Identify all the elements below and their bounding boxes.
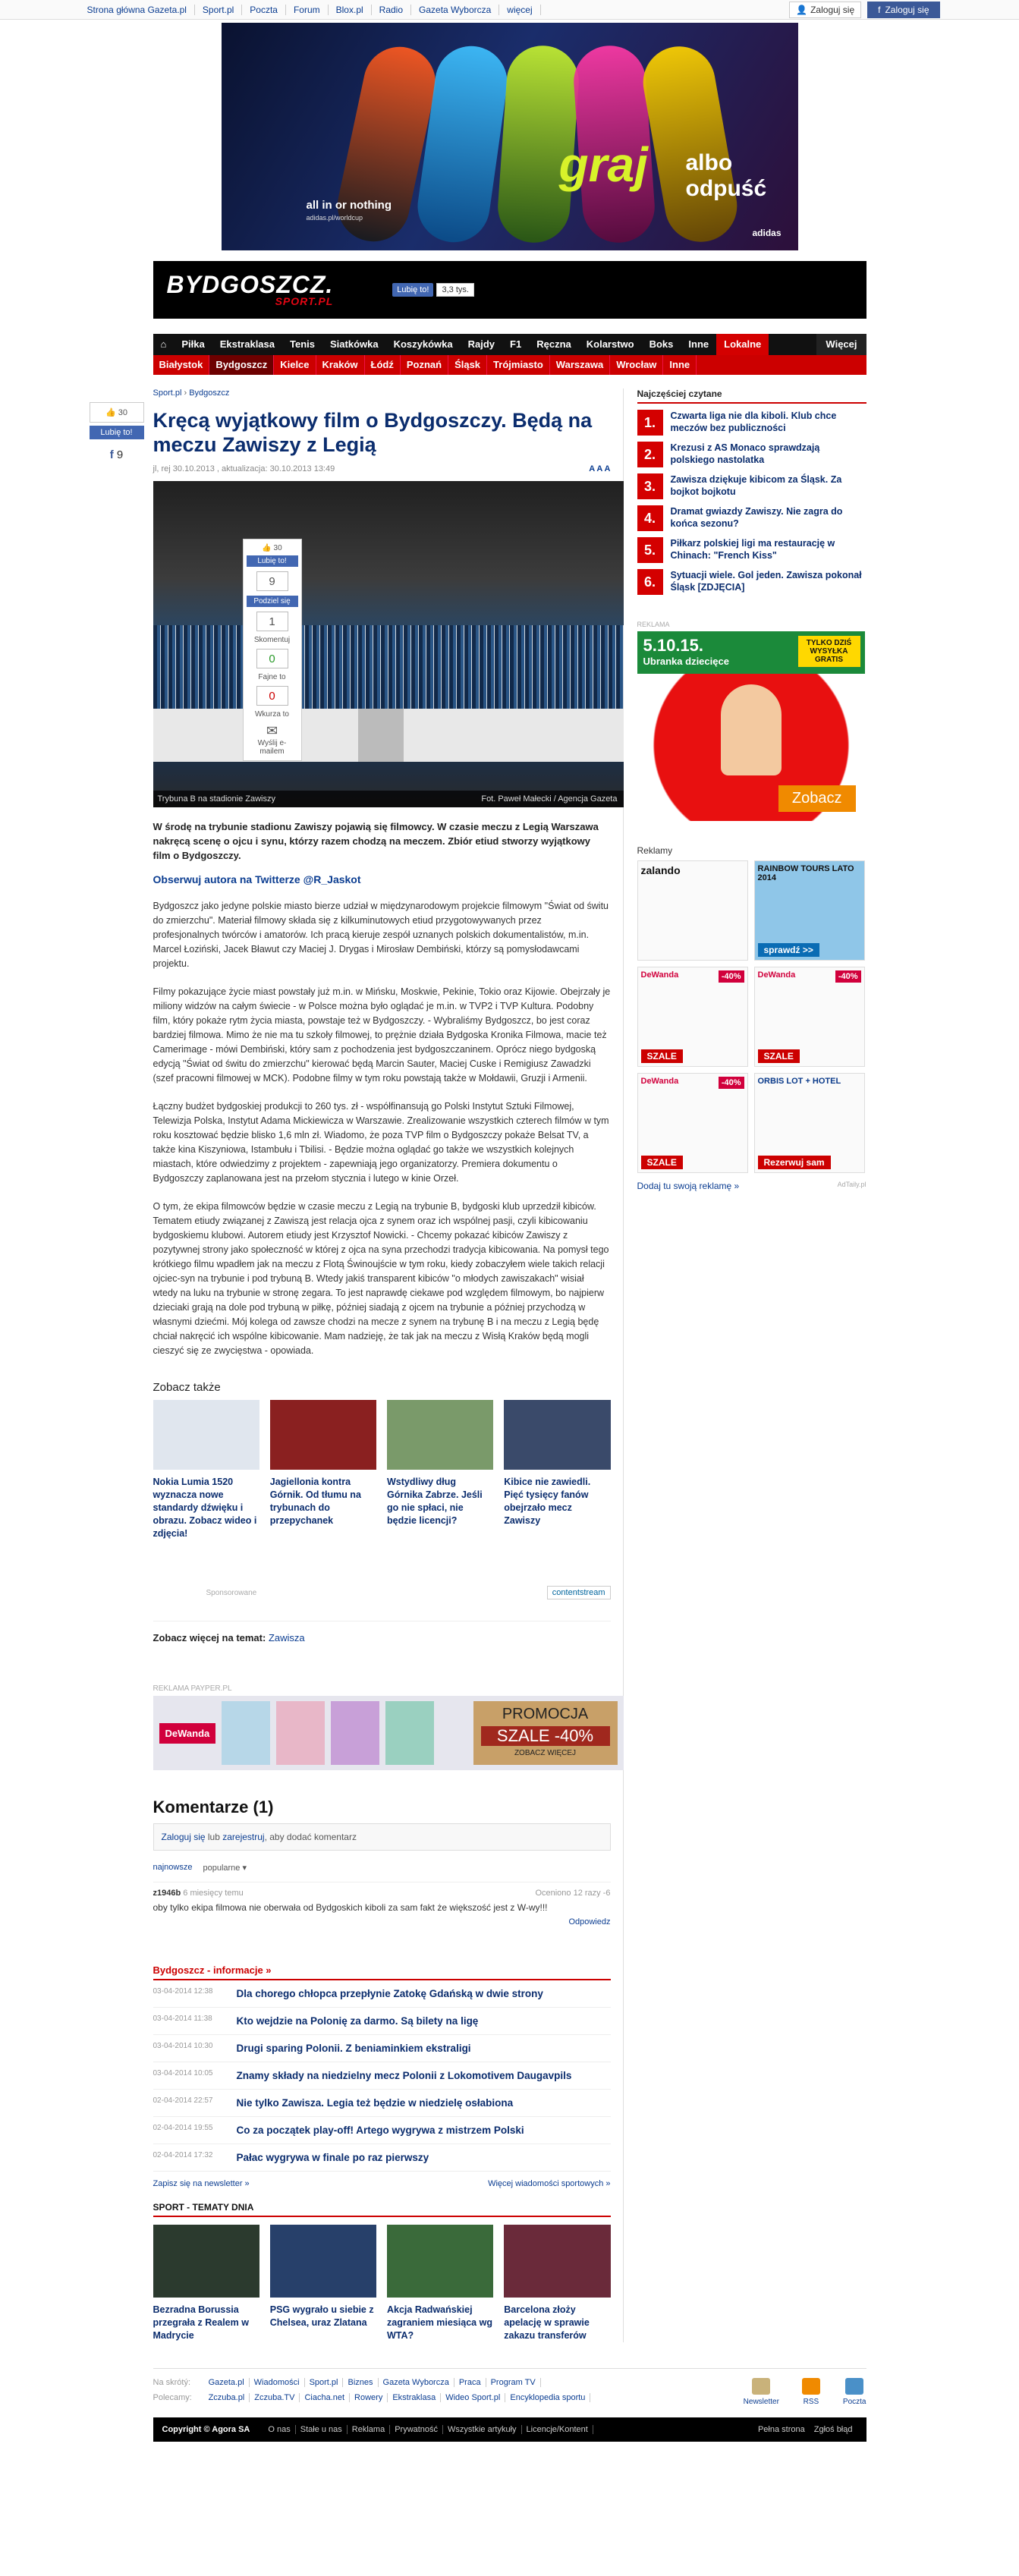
facebook-like-count: 3,3 tys.: [436, 283, 473, 297]
footer-bottom-link[interactable]: Reklama: [348, 2425, 390, 2434]
mail-label: Wyślij e-mailem: [257, 739, 287, 756]
portal-link[interactable]: Blox.pl: [329, 5, 372, 15]
like-counter[interactable]: 👍 30: [90, 402, 144, 423]
local-news-title[interactable]: Bydgoszcz - informacje »: [153, 1964, 611, 1980]
comment-login-box: Zaloguj się lub zarejestruj, aby dodać komentarz: [153, 1823, 611, 1851]
sport-topic-item[interactable]: Akcja Radwańskiej zagraniem miesiąca wg WTA?: [387, 2225, 493, 2342]
report-error-link[interactable]: Zgłoś błąd: [813, 2425, 853, 2434]
nav-item[interactable]: Inne: [688, 338, 709, 350]
sponsored-row: [153, 1586, 611, 1599]
nav-item[interactable]: Siatkówka: [330, 338, 379, 350]
scarf-image: [331, 1701, 379, 1765]
facebook-like-box: [392, 283, 474, 297]
article-lead: W środę na trybunie stadionu Zawiszy pojawią się filmowcy. W czasie meczu z Legią Warszawa nakręcą scenę o ojcu i synu, którzy razem chodzą na meczem. Zbiór etiud stworzy wyjątkowy film o Bydgoszczy.: [153, 821, 599, 861]
mail-icon[interactable]: Poczta: [843, 2378, 866, 2408]
portal-link[interactable]: Radio: [372, 5, 411, 15]
facebook-like-button[interactable]: Lubię to!: [392, 283, 433, 297]
see-also-list: [153, 1400, 611, 1540]
promo-box: PROMOCJA SZALE -40% ZOBACZ WIĘCEJ: [473, 1701, 618, 1765]
local-nav-item[interactable]: Kraków: [316, 355, 365, 375]
scarf-image: [276, 1701, 325, 1765]
footer-link[interactable]: Encyklopedia sportu: [510, 2393, 590, 2402]
paragraph: Bydgoszcz jako jedyne polskie miasto bierze udział w międzynarodowym projekcie filmowym "Świat od świtu do zmierzchu". Materiał filmowy składa się z kilkuminutowych etiud przygotowywanych przez profesjonalnych twórców i amatorów. Ich pracą kieruje zespół uznanych polskich dokumentalistów, m.in. Marcel Łoziński, Jacek Bławut czy Maciej J. Drygas i Mirosław Dembiński, którzy są pomysłodawcami projektu.: [153, 901, 609, 969]
sport-topic-item[interactable]: Bezradna Borussia przegrała z Realem w Madrycie: [153, 2225, 259, 2342]
most-read-list: [637, 410, 866, 595]
portal-link[interactable]: Poczta: [242, 5, 286, 15]
site-header: [153, 261, 866, 319]
most-read-item[interactable]: 2. Krezusi z AS Monaco sprawdzają polskiego nastolatka: [637, 442, 866, 467]
site-logo[interactable]: BYDGOSZCZ. SPORT.PL: [166, 271, 334, 307]
local-nav-item[interactable]: Trójmiasto: [487, 355, 550, 375]
most-read-item[interactable]: 5. Piłkarz polskiej ligi ma restaurację w Chinach: "French Kiss": [637, 537, 866, 563]
adidas-banner[interactable]: [222, 23, 798, 250]
sort-popular[interactable]: popularne ▾: [203, 1864, 247, 1873]
like-counter[interactable]: 👍 30: [262, 544, 282, 552]
adidas-logo: adidas: [752, 228, 782, 238]
footer-bottom-link[interactable]: Prywatność: [390, 2425, 443, 2434]
more-sport-link[interactable]: Więcej wiadomości sportowych »: [488, 2179, 611, 2188]
banner-headline-2: albo odpuść: [685, 150, 767, 201]
fajne-counter[interactable]: 0: [256, 649, 288, 668]
ad-cell[interactable]: DeWanda -40% SZALE: [637, 967, 748, 1067]
portal-link[interactable]: Gazeta Wyborcza: [411, 5, 499, 15]
tag-link[interactable]: Zawisza: [268, 1632, 305, 1643]
portal-link[interactable]: Sport.pl: [195, 5, 242, 15]
nav-item[interactable]: Boks: [649, 338, 674, 350]
see-also-item[interactable]: Wstydliwy dług Górnika Zabrze. Jeśli go nie spłaci, nie będzie licencji?: [387, 1400, 493, 1540]
sport-topics: [153, 2202, 611, 2342]
sport-topics-title: SPORT - TEMATY DNIA: [153, 2202, 611, 2217]
footer-links: Na skrótý: Gazeta.pl Wiadomości Sport.pl Biznes Gazeta Wyborcza Praca Program TV Polecamy: Zczuba.pl Zczuba.TV Ciacha.net Rowery Ekstraklasa Wideo Sport.pl Encyklopedia sportu Newsletter RSS Poczta: [153, 2368, 866, 2408]
news-item[interactable]: 02-04-2014 17:32 Pałac wygrywa w finale po raz pierwszy: [153, 2144, 611, 2172]
footer-link[interactable]: Praca: [459, 2378, 486, 2387]
footer-link[interactable]: Sport.pl: [310, 2378, 344, 2387]
nav-item[interactable]: Kolarstwo: [586, 338, 634, 350]
full-page-link[interactable]: Pełna strona: [757, 2425, 805, 2434]
contentstream-logo[interactable]: contentstream: [547, 1586, 611, 1599]
paragraph: Filmy pokazujące życie miast powstały już m.in. w Mińsku, Moskwie, Pekinie, Tokio oraz Kijowie. Obejrzały je miliony widzów na całym świecie - w Polsce można było oglądać je m.in. w TVP2 i TVP Kultura. Podobny film, który pokaże rytm życia miasta, powstaje też w Bydgoszczy. - Wybraliśmy Bydgoszcz, bo jest coraz bardziej filmowa. Mimo że nie ma tu szkoły filmowej, to prężnie działa Bydgoska Kronika Filmowa, macie też Camerimage - mówi Dembiński, który sam z pochodzenia jest bydgoszczaninem. Oprócz niego bydgoską edycją "Świat od świtu do zmierzchu" kierować będą Marcin Sauter, Maciej Cuske i Remigiusz Zawadzki (szef pracowni filmowej w MCK). Podobne filmy w tym roku powstają także w Mołdawii, Gruzji i Armenii.: [153, 986, 611, 1084]
login-button[interactable]: 👤 Zaloguj się: [789, 2, 861, 18]
scarf-image: [222, 1701, 270, 1765]
footer-link[interactable]: Zczuba.pl: [209, 2393, 250, 2402]
portal-link-more[interactable]: więcej: [499, 5, 540, 15]
local-news: [153, 1964, 611, 2188]
local-nav-item[interactable]: Kielce: [274, 355, 316, 375]
mail-icon[interactable]: ✉: [266, 723, 278, 738]
news-item[interactable]: 03-04-2014 11:38 Kto wejdzie na Polonię za darmo. Są bilety na ligę: [153, 2008, 611, 2035]
floating-share-box: [243, 539, 302, 761]
comments-title: Komentarze (1): [153, 1798, 274, 1816]
comment-counter[interactable]: 1: [256, 612, 288, 631]
article-column: [100, 388, 624, 2342]
comment-user[interactable]: z1946b: [153, 1889, 181, 1898]
ad-cell[interactable]: DeWanda -40% SZALE: [637, 1073, 748, 1173]
ad-cell[interactable]: RAINBOW TOURS LATO 2014 sprawdź >>: [754, 860, 865, 961]
footer-link[interactable]: Ciacha.net: [304, 2393, 350, 2402]
local-nav-item[interactable]: Wrocław: [610, 355, 663, 375]
most-read-item[interactable]: 1. Czwarta liga nie dla kiboli. Klub chce meczów bez publiczności: [637, 410, 866, 436]
most-read-item[interactable]: 6. Sytuacji wiele. Gol jeden. Zawisza pokonał Śląsk [ZDJĘCIA]: [637, 569, 866, 595]
wkurza-label: Wkurza to: [254, 710, 289, 719]
portal-links: [80, 5, 541, 15]
facebook-login-button[interactable]: f Zaloguj się: [867, 2, 939, 18]
chevron-down-icon: ▾: [242, 1864, 247, 1873]
ad-label: REKLAMA PAYPER.PL: [153, 1684, 232, 1693]
tags-row: Zobacz więcej na temat: Zawisza: [153, 1621, 611, 1643]
local-nav-item[interactable]: Śląsk: [448, 355, 487, 375]
facebook-icon: f: [878, 5, 881, 15]
child-photo: [721, 684, 782, 775]
news-item[interactable]: 02-04-2014 19:55 Co za początek play-off! Artego wygrywa z mistrzem Polski: [153, 2117, 611, 2144]
nav-item[interactable]: Tenis: [290, 338, 315, 350]
nav-item[interactable]: Koszykówka: [393, 338, 453, 350]
font-size-switch[interactable]: A A A: [589, 464, 611, 473]
footer-link[interactable]: Gazeta.pl: [209, 2378, 250, 2387]
nav-item[interactable]: Ręczna: [536, 338, 571, 350]
share-counter[interactable]: f 9: [109, 448, 124, 461]
wkurza-counter[interactable]: 0: [256, 686, 288, 706]
comment-label: Skomentuj: [253, 636, 291, 644]
footer-link[interactable]: Program TV: [491, 2378, 541, 2387]
fajne-label: Fajne to: [258, 673, 286, 681]
left-share-bar: [90, 402, 144, 461]
footer-link[interactable]: Ekstraklasa: [392, 2393, 441, 2402]
share-button[interactable]: Podziel się: [247, 596, 298, 607]
main-nav: [153, 334, 866, 355]
local-nav-item[interactable]: Łódź: [365, 355, 401, 375]
dewanda-logo: DeWanda: [159, 1723, 216, 1744]
twitter-follow-link[interactable]: Obserwuj autora na Twitterze @R_Jaskot: [153, 873, 361, 885]
comment-text: oby tylko ekipa filmowa nie oberwała od Bydgoskich kiboli za sam fakt że większość jest z W-wy!!!: [153, 1902, 548, 1913]
footer-link[interactable]: Rowery: [354, 2393, 388, 2402]
footer-link[interactable]: Wideo Sport.pl: [445, 2393, 505, 2402]
see-also-item[interactable]: Nokia Lumia 1520 wyznacza nowe standardy dźwięku i obrazu. Zobacz wideo i zdjęcia!: [153, 1400, 259, 1540]
news-item[interactable]: 02-04-2014 22:57 Nie tylko Zawisza. Legia też będzie w niedzielę osłabiona: [153, 2090, 611, 2117]
see-also-item[interactable]: Jagiellonia kontra Górnik. Od tłumu na trybunach do przepychanek: [270, 1400, 376, 1540]
article-body: [153, 899, 611, 1358]
banner-sub: adidas.pl/worldcup: [306, 214, 363, 222]
most-read-item[interactable]: 4. Dramat gwiazdy Zawiszy. Nie zagra do końca sezonu?: [637, 505, 866, 531]
article-meta: jl, rej 30.10.2013 , aktualizacja: 30.10.2013 13:49 A A A: [153, 464, 611, 473]
portal-link[interactable]: Forum: [286, 5, 329, 15]
see-button[interactable]: Zobacz: [778, 785, 856, 812]
footer-bar: [153, 2417, 866, 2442]
sidebar: [624, 388, 866, 2342]
nav-item[interactable]: F1: [510, 338, 522, 350]
top-bar: [0, 0, 1019, 20]
home-icon[interactable]: ⌂: [160, 338, 167, 350]
ad-cell[interactable]: zalando: [637, 860, 748, 961]
banner-headline: graj: [558, 137, 648, 192]
breadcrumb: Sport.pl › Bydgoszcz: [153, 388, 230, 398]
breadcrumb-item[interactable]: Bydgoszcz: [189, 388, 230, 398]
most-read-title: Najczęściej czytane: [637, 388, 866, 404]
add-ad-link[interactable]: Dodaj tu swoją reklamę »: [637, 1181, 740, 1191]
footer-bottom-link[interactable]: O nas: [263, 2425, 295, 2434]
nav-item[interactable]: Piłka: [181, 338, 205, 350]
article-title: Kręcą wyjątkowy film o Bydgoszczy. Będą na meczu Zawiszy z Legią: [153, 409, 593, 456]
news-item[interactable]: 03-04-2014 12:38 Dla chorego chłopca przepłynie Zatokę Gdańską w dwie strony: [153, 1980, 611, 2008]
portal-link[interactable]: Strona główna Gazeta.pl: [80, 5, 195, 15]
content-columns: [100, 388, 866, 2342]
local-nav-item[interactable]: Inne: [663, 355, 697, 375]
local-nav-item-active[interactable]: Bydgoszcz: [209, 355, 274, 375]
comment-sort: [153, 1863, 611, 1873]
nav-more[interactable]: Więcej: [816, 334, 866, 355]
facebook-like-button[interactable]: Lubię to!: [90, 426, 144, 439]
ad-cell[interactable]: DeWanda -40% SZALE: [754, 967, 865, 1067]
local-nav-item[interactable]: Białystok: [153, 355, 210, 375]
adtaily-logo[interactable]: AdTaily.pl: [837, 1181, 866, 1188]
reply-button[interactable]: Odpowiedz: [568, 1917, 611, 1926]
paragraph: O tym, że ekipa filmowców będzie w czasie meczu z Legią na trybunie B, bydgoski klub uprzedził kibiców. Tematem etiudy związanej z Zawiszą jest relacja ojca z synem oraz ich wspólnej pasji, czyli kibicowaniu bydgoskiemu klubowi. Autorem etiudy jest Krzysztof Nowicki. - Chcemy pokazać kibiców Zawiszy z pozytywnej strony jako społeczność w której z ojca na syna przechodzi tradycja kibicowania. Na pomysł tego krótkiego filmu wpadłem jak na meczu z Flotą Świnoujście w tym roku, kiedy zobaczyłem wiele takich relacji ojciec-syn na trybunie i pod trybuną B. Wtedy jakiś transparent kibiców "o młodych zawiszakach" wisiał wtedy na luku na trybunie w stronę zegara. To jest naprawdę ciekawe pod względem filmowym, bo najpierw dzieciaki grają na dole pod trybuną w piłkę, później siadają z ojcem na trybunie a później przychodzą w własnymi dziećmi. Mój kolega od zawsze chodzi na mecze z synem na trybunę B i na meczu z Legią będę chciał nakręcić ich wspólne kibicowanie. Mam nadzieję, że tak jak na meczu z Wisłą Kraków będą mogli cieszyć się ze zwycięstwa - opowiada.: [153, 1201, 609, 1356]
share-counter[interactable]: 9: [256, 571, 288, 591]
banner-tagline: all in or nothing: [306, 199, 392, 212]
photo-caption: Trybuna B na stadionie Zawiszy Fot. Paweł Małecki / Agencja Gazeta: [153, 791, 624, 807]
footer-bottom-link[interactable]: Licencje/Kontent: [522, 2425, 593, 2434]
footer-link[interactable]: Wiadomości: [254, 2378, 305, 2387]
sponsored-label: Sponsorowane: [206, 1588, 257, 1597]
thumb-icon: 👍: [105, 408, 116, 417]
rss-icon[interactable]: RSS: [802, 2378, 820, 2408]
comment: [153, 1882, 611, 1926]
payper-ad[interactable]: [153, 1696, 624, 1770]
kids-clothes-ad[interactable]: 5.10.15. Ubranka dziecięce TYLKO DZIŚ WYSYŁKA GRATIS Zobacz: [637, 631, 865, 821]
most-read-item[interactable]: 3. Zawisza dziękuje kibicom za Śląsk. Za bojkot bojkotu: [637, 473, 866, 499]
footer-link[interactable]: Gazeta Wyborcza: [383, 2378, 454, 2387]
comment-time: 6 miesięcy temu: [183, 1889, 244, 1898]
copyright: Copyright © Agora SA: [162, 2425, 250, 2434]
ad-label: REKLAMA: [637, 621, 670, 628]
scarf-image: [385, 1701, 434, 1765]
paragraph: Łączny budżet bydgoskiej produkcji to 260 tys. zł - współfinansują go Polski Instytut Sztuki Filmowej, Telewizja Polska, Instytut Adama Mickiewicza w Warszawie. Zrealizowanie wszystkich czterech filmów w tym roku kosztować będzie blisko 1,6 mln zł. Wiadomo, że poza TVP film o Bydgoszczy pokaże Belsat TV, a także kina Kiszyniowa, Istambułu i Tbilisi. - Będzie można oglądać go także we wszystkich kolejnych miastach, które odwiedzimy z projektem - zapewniają jego organizatorzy. Premiera dokumentu o Bydgoszczy zaplanowana jest na przełom stycznia i lutego w kinie Orzeł.: [153, 1101, 609, 1184]
article-photo[interactable]: [153, 481, 624, 807]
footer-bottom-link[interactable]: Wszystkie artykuły: [443, 2425, 521, 2434]
see-also-item[interactable]: Kibice nie zawiedli. Pięć tysięcy fanów obejrzało mecz Zawiszy: [504, 1400, 610, 1540]
newsletter-link[interactable]: Zapisz się na newsletter »: [153, 2179, 250, 2188]
see-also-title: Zobacz także: [153, 1381, 221, 1394]
ads-title: Reklamy: [637, 845, 673, 856]
footer-link[interactable]: Biznes: [348, 2378, 378, 2387]
nav-item[interactable]: Rajdy: [467, 338, 495, 350]
newsletter-icon[interactable]: Newsletter: [744, 2378, 779, 2408]
nav-item-active[interactable]: Lokalne: [716, 334, 769, 355]
local-nav-item[interactable]: Poznań: [401, 355, 448, 375]
facebook-like-button[interactable]: Lubię to!: [247, 555, 298, 567]
register-link[interactable]: zarejestruj: [222, 1832, 265, 1842]
sport-topic-item[interactable]: PSG wygrało u siebie z Chelsea, uraz Zlatana: [270, 2225, 376, 2342]
user-icon: 👤: [796, 5, 808, 15]
breadcrumb-item[interactable]: Sport.pl: [153, 388, 182, 398]
thumb-icon: 👍: [262, 544, 272, 552]
nav-item[interactable]: Ekstraklasa: [219, 338, 275, 350]
local-nav: [153, 355, 866, 375]
ads-grid: [637, 860, 865, 1173]
footer-link[interactable]: Zczuba.TV: [254, 2393, 300, 2402]
login-link[interactable]: Zaloguj się: [161, 1832, 206, 1842]
sort-newest[interactable]: najnowsze: [153, 1863, 193, 1872]
facebook-icon: f: [109, 448, 114, 461]
local-nav-item[interactable]: Warszawa: [550, 355, 610, 375]
ad-cell[interactable]: ORBIS LOT + HOTEL Rezerwuj sam: [754, 1073, 865, 1173]
news-item[interactable]: 03-04-2014 10:05 Znamy składy na niedzielny mecz Polonii z Lokomotivem Daugavpils: [153, 2062, 611, 2090]
sport-topic-item[interactable]: Barcelona złoży apelację w sprawie zakazu transferów: [504, 2225, 610, 2342]
news-item[interactable]: 03-04-2014 10:30 Drugi sparing Polonii. Z beniaminkiem ekstraligi: [153, 2035, 611, 2062]
comment-rating[interactable]: Oceniono 12 razy -6: [535, 1889, 611, 1898]
footer-bottom-link[interactable]: Stałe u nas: [296, 2425, 348, 2434]
